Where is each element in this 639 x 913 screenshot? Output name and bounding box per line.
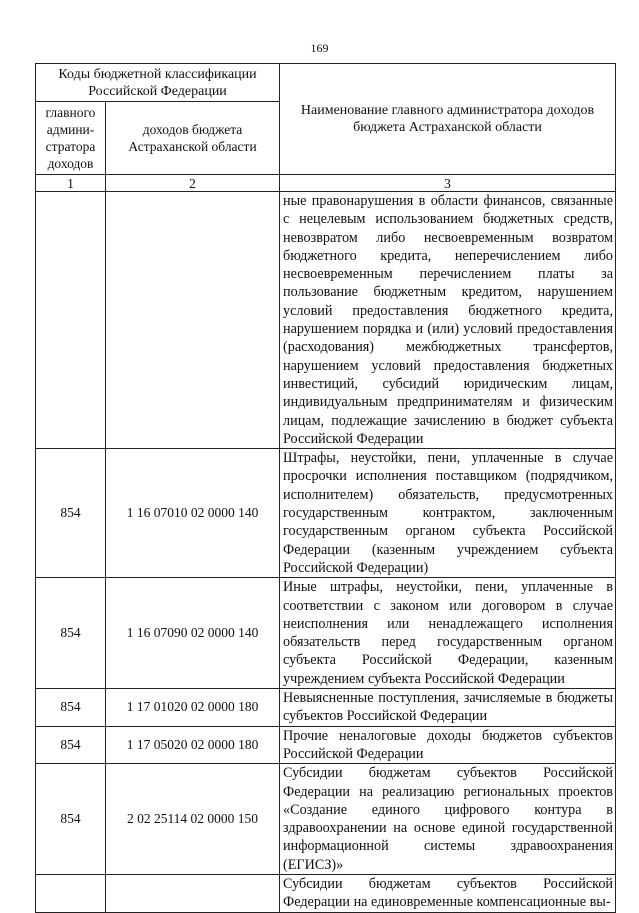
- admin-code: 854: [36, 689, 106, 727]
- income-code: 1 17 05020 02 0000 180: [106, 726, 280, 764]
- header-income-column: доходов бюджета Астраханской области: [106, 102, 280, 175]
- income-description: Иные штрафы, неустойки, пени, уплаченные в соответствии с законом или договором в случае неисполнения или ненадлежащего исполнения обязательств перед государственным органом субъекта Российской Федерации, казенным учреждением субъекта Российской Федерации: [280, 578, 616, 689]
- admin-code: [36, 192, 106, 449]
- income-code: 1 17 01020 02 0000 180: [106, 689, 280, 727]
- admin-code: 854: [36, 578, 106, 689]
- column-number-3: 3: [280, 175, 616, 192]
- table-row: [36, 726, 616, 764]
- table-row: [36, 689, 616, 727]
- admin-code: [36, 874, 106, 912]
- admin-code: 854: [36, 449, 106, 578]
- header-name-column: Наименование главного администратора доходов бюджета Астраханской области: [280, 64, 616, 175]
- income-description: Субсидии бюджетам субъектов Российской Федерации на реализацию региональных проектов «Создание единого цифрового контура в здравоохранении на основе единой государственной информационной системы здравоохранения (ЕГИСЗ)»: [280, 764, 616, 875]
- header-group-title: Коды бюджетной классификации Российской Федерации: [36, 64, 280, 102]
- income-code: 2 02 25114 02 0000 150: [106, 764, 280, 875]
- admin-code: 854: [36, 726, 106, 764]
- income-description: ные правонарушения в области финансов, связанные с нецелевым использованием бюджетных средств, невозвратом либо несвоевременным возвратом бюджетного кредита, неперечислением либо несвоевременным перечислением платы за пользование бюджетным кредитом, нарушением условий предоставления бюджетного кредита, нарушением порядка и (или) условий предоставления (расходования) межбюджетных трансфертов, нарушением условий предоставления бюджетных инвестиций, субсидий юридическим лицам, индивидуальным предпринимателям и физическим лицам, подлежащие зачислению в бюджет субъекта Российской Федерации: [280, 192, 616, 449]
- income-code: [106, 874, 280, 912]
- income-description: Прочие неналоговые доходы бюджетов субъектов Российской Федерации: [280, 726, 616, 764]
- income-code: [106, 192, 280, 449]
- table-row: [36, 874, 616, 912]
- header-admin-column: главного админи-стратора доходов: [36, 102, 106, 175]
- income-code: 1 16 07010 02 0000 140: [106, 449, 280, 578]
- budget-classification-table: [35, 63, 616, 913]
- income-code: 1 16 07090 02 0000 140: [106, 578, 280, 689]
- table-row: [36, 449, 616, 578]
- admin-code: 854: [36, 764, 106, 875]
- income-description: Невыясненные поступления, зачисляемые в бюджеты субъектов Российской Федерации: [280, 689, 616, 727]
- table-row: [36, 764, 616, 875]
- income-description: Субсидии бюджетам субъектов Российской Федерации на единовременные компенсационные вы-: [280, 874, 616, 912]
- table-row: [36, 578, 616, 689]
- column-number-2: 2: [106, 175, 280, 192]
- table-row: [36, 192, 616, 449]
- page-number: 169: [310, 41, 329, 55]
- income-description: Штрафы, неустойки, пени, уплаченные в случае просрочки исполнения поставщиком (подрядчиком, исполнителем) обязательств, предусмотренных государственным контрактом, заключенным государственным органом субъекта Российской Федерации (казенным учреждением субъекта Российской Федерации): [280, 449, 616, 578]
- column-number-1: 1: [36, 175, 106, 192]
